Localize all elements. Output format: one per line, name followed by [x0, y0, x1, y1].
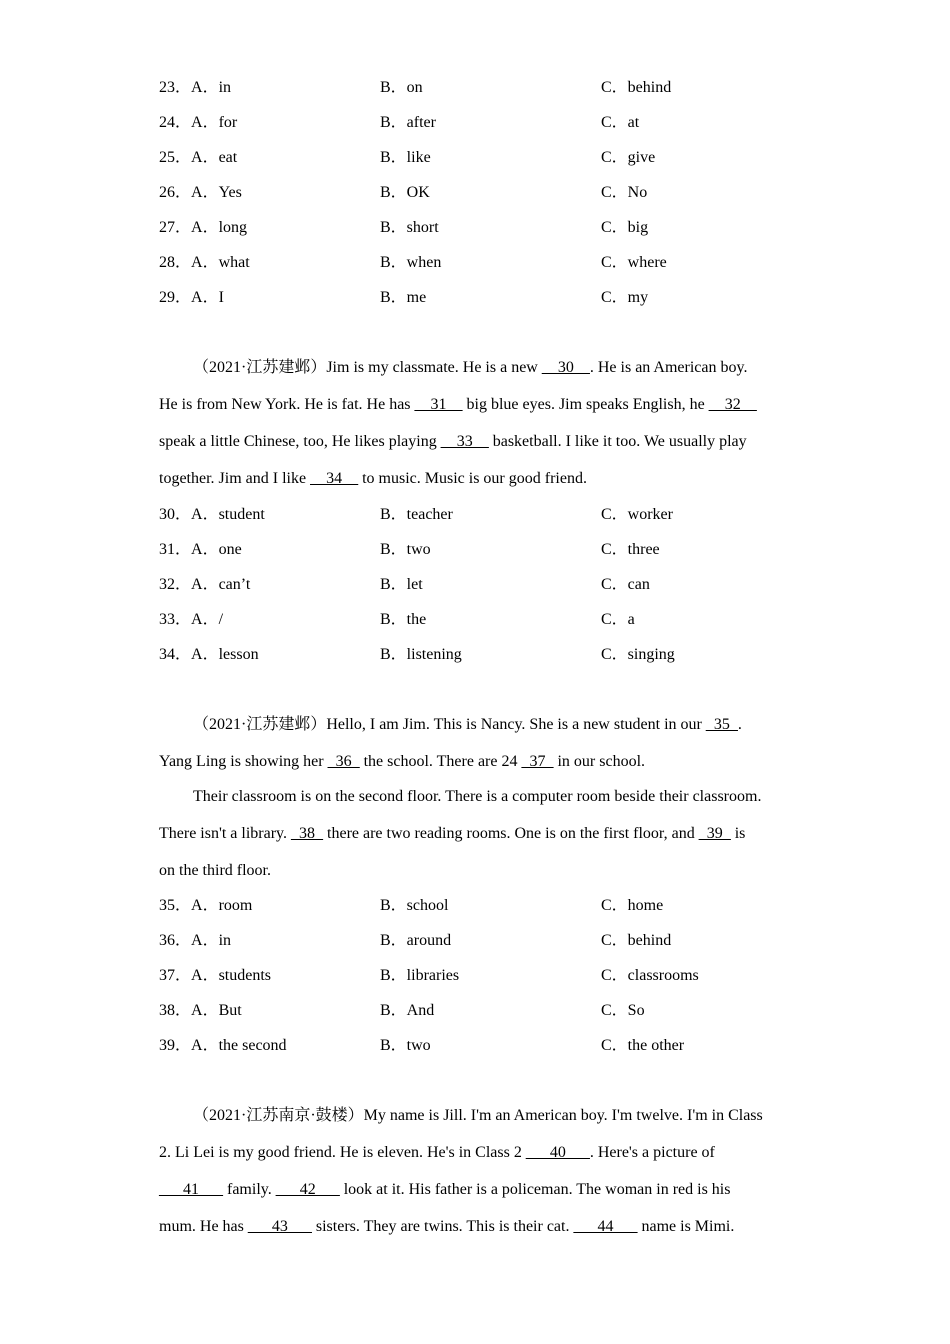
question-number: 38． — [159, 1002, 192, 1019]
answer-blank[interactable]: ___43___ — [247, 1218, 312, 1235]
option-a: A．eat — [191, 149, 238, 166]
question-number: 34． — [159, 646, 192, 663]
option-b: B．And — [380, 1002, 435, 1019]
option-b: B．OK — [380, 184, 430, 201]
question-number: 26． — [159, 184, 192, 201]
passage-3-line-3 — [159, 1178, 799, 1202]
option-c: C．singing — [601, 646, 675, 663]
question-number-and-option-a — [159, 609, 223, 631]
passage-text: There isn't a library. — [159, 825, 292, 842]
passage-3-line-2 — [159, 1141, 799, 1165]
question-number: 35． — [159, 897, 192, 914]
option-b: B．around — [380, 932, 452, 949]
option-c: C．three — [601, 541, 660, 558]
question-number-and-option-a — [159, 574, 250, 596]
question-number-and-option-a — [159, 930, 231, 952]
question-number: 23． — [159, 79, 192, 96]
option-a: A．lesson — [191, 646, 259, 663]
option-c: C．the other — [601, 1037, 685, 1054]
passage-text: Yang Ling is showing her — [159, 753, 328, 770]
option-b: B．school — [380, 897, 449, 914]
question-number-and-option-a — [159, 147, 237, 169]
passage-2-line-1 — [159, 713, 833, 737]
passage-2-line-3 — [159, 785, 833, 809]
answer-blank[interactable]: ___40___ — [525, 1144, 590, 1161]
option-a: A．students — [191, 967, 272, 984]
passage-2-line-4 — [159, 822, 799, 846]
passage-text: . Here's a picture of — [589, 1144, 715, 1161]
answer-blank[interactable]: ___44___ — [573, 1218, 638, 1235]
option-b: B．after — [380, 114, 436, 131]
question-number-and-option-a — [159, 252, 250, 274]
passage-text: the school. There are 24 — [359, 753, 522, 770]
option-c: C．worker — [601, 506, 673, 523]
question-number: 33． — [159, 611, 192, 628]
answer-blank[interactable]: _37_ — [521, 753, 554, 770]
option-c: C．home — [601, 897, 664, 914]
answer-blank[interactable]: __33__ — [440, 433, 489, 450]
question-number-and-option-a — [159, 965, 271, 987]
passage-text: speak a little Chinese, too, He likes playing — [159, 433, 441, 450]
question-number-and-option-a — [159, 77, 231, 99]
option-c: C．behind — [601, 79, 672, 96]
passage-text: mum. He has — [159, 1218, 248, 1235]
option-b: B．like — [380, 149, 431, 166]
question-number: 39． — [159, 1037, 192, 1054]
question-number-and-option-a — [159, 504, 265, 526]
option-a: A．But — [191, 1002, 242, 1019]
question-number-and-option-a — [159, 539, 242, 561]
option-a: A．what — [191, 254, 250, 271]
option-b: B．two — [380, 1037, 431, 1054]
question-number: 37． — [159, 967, 192, 984]
option-b: B．listening — [380, 646, 462, 663]
question-number: 24． — [159, 114, 192, 131]
option-b: B．short — [380, 219, 439, 236]
answer-blank[interactable]: ___41___ — [159, 1181, 223, 1198]
option-c: C．a — [601, 611, 635, 628]
answer-blank[interactable]: _38_ — [291, 825, 324, 842]
passage-text: big blue eyes. Jim speaks English, he — [462, 396, 709, 413]
passage-text: on the third floor. — [159, 862, 271, 879]
option-c: C．No — [601, 184, 648, 201]
answer-blank[interactable]: ___42___ — [275, 1181, 340, 1198]
question-number-and-option-a — [159, 287, 224, 309]
question-number: 27． — [159, 219, 192, 236]
option-b: B．me — [380, 289, 427, 306]
option-b: B．on — [380, 79, 423, 96]
passage-text: to music. Music is our good friend. — [358, 470, 587, 487]
question-number: 30． — [159, 506, 192, 523]
question-number-and-option-a — [159, 644, 259, 666]
option-c: C．where — [601, 254, 667, 271]
answer-blank[interactable]: _39_ — [698, 825, 731, 842]
question-number: 28． — [159, 254, 192, 271]
option-a: A．one — [191, 541, 242, 558]
passage-text: . He is an American boy. — [589, 359, 748, 376]
answer-blank[interactable]: __30__ — [541, 359, 590, 376]
passage-1-line-2 — [159, 393, 799, 417]
option-a: A．in — [191, 932, 232, 949]
option-a: A．in — [191, 79, 232, 96]
answer-blank[interactable]: _35_ — [705, 716, 738, 733]
answer-blank[interactable]: __34__ — [310, 470, 359, 487]
passage-text: basketball. I like it too. We usually play — [488, 433, 747, 450]
passage-text: in our school. — [553, 753, 646, 770]
question-number-and-option-a — [159, 895, 252, 917]
option-b: B．two — [380, 541, 431, 558]
question-number-and-option-a — [159, 182, 242, 204]
answer-blank[interactable]: __32__ — [708, 396, 757, 413]
option-b: B．when — [380, 254, 442, 271]
passage-text: sisters. They are twins. This is their cat. — [311, 1218, 574, 1235]
passage-text: . — [737, 716, 742, 733]
question-number: 29． — [159, 289, 192, 306]
passage-text: Their classroom is on the second floor. There is a computer room beside their classroom. — [193, 788, 762, 805]
question-number-and-option-a — [159, 217, 247, 239]
answer-blank[interactable]: _36_ — [327, 753, 360, 770]
passage-text: （2021·江苏南京·鼓楼）My name is Jill. I'm an American boy. I'm twelve. I'm in Class — [193, 1107, 763, 1124]
question-number-and-option-a — [159, 1000, 242, 1022]
passage-1-line-4 — [159, 467, 799, 491]
option-b: B．teacher — [380, 506, 453, 523]
passage-3-line-1 — [159, 1104, 833, 1128]
option-a: A．I — [191, 289, 224, 306]
option-b: B．let — [380, 576, 423, 593]
passage-text: （2021·江苏建邺）Jim is my classmate. He is a new — [193, 359, 542, 376]
passage-text: 2. Li Lei is my good friend. He is eleven. He's in Class 2 — [159, 1144, 526, 1161]
option-a: A．student — [191, 506, 265, 523]
option-a: A．room — [191, 897, 253, 914]
option-c: C．my — [601, 289, 649, 306]
option-a: A．for — [191, 114, 238, 131]
passage-2-line-5 — [159, 859, 799, 883]
passage-text: （2021·江苏建邺）Hello, I am Jim. This is Nancy. She is a new student in our — [193, 716, 706, 733]
passage-2-line-2 — [159, 750, 799, 774]
passage-1-line-1 — [159, 356, 833, 380]
answer-blank[interactable]: __31__ — [414, 396, 463, 413]
option-c: C．give — [601, 149, 656, 166]
passage-3-line-4 — [159, 1215, 799, 1239]
option-c: C．classrooms — [601, 967, 699, 984]
question-number: 32． — [159, 576, 192, 593]
option-c: C．can — [601, 576, 650, 593]
passage-text: there are two reading rooms. One is on the first floor, and — [323, 825, 699, 842]
option-a: A．Yes — [191, 184, 242, 201]
passage-text: family. — [223, 1181, 276, 1198]
option-c: C．big — [601, 219, 649, 236]
passage-text: He is from New York. He is fat. He has — [159, 396, 415, 413]
question-number: 25． — [159, 149, 192, 166]
option-a: A．can’t — [191, 576, 251, 593]
question-number-and-option-a — [159, 1035, 287, 1057]
passage-text: look at it. His father is a policeman. The woman in red is his — [339, 1181, 731, 1198]
question-number: 31． — [159, 541, 192, 558]
question-number-and-option-a — [159, 112, 237, 134]
passage-text: together. Jim and I like — [159, 470, 311, 487]
option-a: A．long — [191, 219, 248, 236]
question-number: 36． — [159, 932, 192, 949]
option-a: A．/ — [191, 611, 224, 628]
passage-text: name is Mimi. — [637, 1218, 735, 1235]
option-b: B．the — [380, 611, 427, 628]
option-c: C．So — [601, 1002, 645, 1019]
option-c: C．at — [601, 114, 640, 131]
passage-1-line-3 — [159, 430, 799, 454]
option-b: B．libraries — [380, 967, 460, 984]
passage-text: is — [730, 825, 746, 842]
option-a: A．the second — [191, 1037, 287, 1054]
option-c: C．behind — [601, 932, 672, 949]
